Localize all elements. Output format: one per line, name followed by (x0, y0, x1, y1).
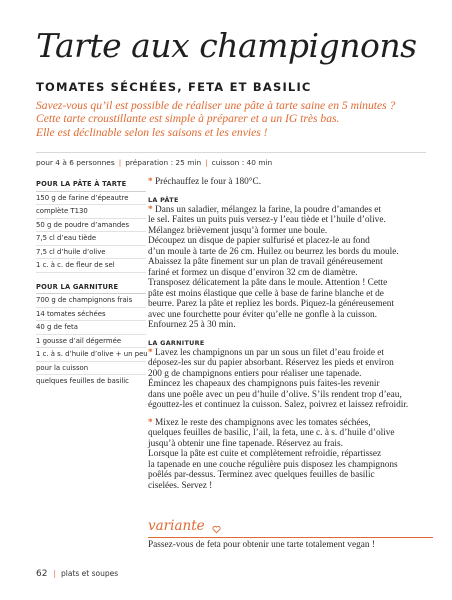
ingredient-item: complète T130 (36, 205, 146, 219)
ingredient-item: pour la cuisson (36, 362, 146, 376)
intro-text (36, 99, 426, 139)
step-line: poêlés par-dessus. Terminez avec quelques feuilles de basilic (148, 470, 375, 480)
recipe-subtitle: TOMATES SÉCHÉES, FETA ET BASILIC (36, 80, 312, 94)
step-line: fariné et formez un disque d’environ 32 cm de diamètre. (148, 267, 358, 278)
ingredient-item: 700 g de champignons frais (36, 294, 146, 308)
section-heading-pate: LA PÂTE (148, 195, 179, 204)
cook-time: cuisson : 40 min (211, 158, 273, 167)
ingredient-item: 7,5 cl d’eau tiède (36, 232, 146, 246)
step-line: pâte est moins élastique que celle à base de farine blanche et de (148, 288, 384, 299)
step-line: Émincez les chapeaux des champignons puis faites-les revenir (148, 379, 380, 389)
ingredient-item: 1 c. à s. d’huile d’olive + un peu (36, 348, 146, 362)
servings: pour 4 à 6 personnes (36, 158, 115, 167)
ingredient-item: 14 tomates séchées (36, 308, 146, 322)
variante-text: Passez-vous de feta pour obtenir une tarte totalement vegan ! (148, 540, 375, 550)
asterisk-bullet-icon: * (148, 177, 153, 187)
meta-separator: | (118, 158, 122, 167)
step-line: la tapenade en une couche régulière puis disposez les champignons (148, 459, 398, 470)
ingredients-column (36, 178, 146, 388)
recipe-meta (36, 158, 272, 167)
section-heading-garniture: LA GARNITURE (148, 338, 205, 347)
meta-separator: | (205, 158, 208, 167)
heart-icon (212, 525, 221, 534)
recipe-title: Tarte aux champignons (36, 26, 417, 65)
ingredient-item: 40 g de feta (36, 321, 146, 335)
intro-line: Savez-vous qu’il est possible de réaliser une pâte à tarte saine en 5 minutes ? (36, 99, 396, 112)
step-line: ciselées. Servez ! (148, 480, 213, 491)
ingredient-item: 7,5 cl d’huile d’olive (36, 246, 146, 260)
intro-line: Elle est déclinable selon les saisons et les envies ! (36, 125, 268, 139)
step-line: Lorsque la pâte est cuite et complètement refroidie, répartissez (148, 449, 382, 459)
section-name: plats et soupes (60, 569, 119, 578)
step-line: 200 g de champignons entiers pour réaliser une tapenade. (148, 368, 362, 379)
ingredient-item: 50 g de poudre d’amandes (36, 219, 146, 233)
meta-divider (36, 152, 426, 153)
step-line: quelques feuilles de basilic, l’ail, la feta, une c. à s. d’huile d’olive (148, 428, 395, 438)
ingredients-heading-garniture: POUR LA GARNITURE (36, 281, 146, 295)
step-line: * Mixez le reste des champignons avec les tomates séchées, (148, 417, 371, 428)
asterisk-bullet-icon: * (148, 417, 153, 428)
variante-label: variante (148, 518, 205, 534)
step-line: d’un moule à tarte de 26 cm. Huilez ou beurrez les bords du moule. (148, 246, 399, 257)
step-line: avec une fourchette pour éviter qu’elle ne gonfle à la cuisson. (148, 309, 377, 320)
ingredient-item: quelques feuilles de basilic (36, 377, 129, 385)
intro-line: Cette tarte croustillante est simple à préparer et a un IG très bas. (36, 112, 340, 126)
ingredient-item: 1 gousse d’ail dégermée (36, 335, 146, 349)
step-line: déposez-les sur du papier absorbant. Réservez les pieds et environ (148, 358, 394, 368)
step-line: * Dans un saladier, mélangez la farine, la poudre d’amandes et (148, 204, 381, 215)
step-line: dans une poêle avec un peu d’huile d’olive. S’ils rendent trop d’eau, (148, 389, 402, 400)
step-line: Découpez un disque de papier sulfurisé et placez-le au fond (148, 236, 370, 246)
ingredient-item: 1 c. à c. de fleur de sel (36, 259, 146, 273)
step-line: le sel. Faites un puits puis versez-y l’eau tiède et l’huile d’olive. (148, 215, 386, 225)
ingredients-heading-pate: POUR LA PÂTE À TARTE (36, 178, 146, 192)
asterisk-bullet-icon: * (148, 347, 153, 358)
step-line: beurre. Parez la pâte et repliez les bords. Piquez-la généreusement (148, 299, 394, 309)
prep-time: préparation : 25 min (125, 158, 202, 167)
footer-separator: | (53, 569, 56, 578)
asterisk-bullet-icon: * (148, 204, 153, 215)
step-line: Enfournez 25 à 30 min. (148, 320, 236, 330)
step-line: Abaissez la pâte finement sur un plan de travail généreusement (148, 257, 383, 267)
step-line: jusqu’à obtenir une fine tapenade. Réservez au frais. (148, 438, 343, 449)
step-line: Transposez délicatement la pâte dans le moule. Attention ! Cette (148, 278, 388, 288)
ingredient-item: 150 g de farine d’épeautre (36, 192, 146, 206)
page-footer (36, 569, 118, 579)
step-line: Mélangez brièvement jusqu’à former une boule. (148, 225, 328, 236)
step-preheat: * Préchauffez le four à 180°C. (148, 177, 262, 187)
step-line: * Lavez les champignons un par un sous un filet d’eau froide et (148, 347, 384, 358)
page-number: 62 (36, 569, 48, 579)
variante-divider (148, 537, 433, 538)
step-line: égouttez-les et continuez la cuisson. Salez, poivrez et laissez refroidir. (148, 400, 409, 410)
instructions-column (148, 177, 433, 491)
